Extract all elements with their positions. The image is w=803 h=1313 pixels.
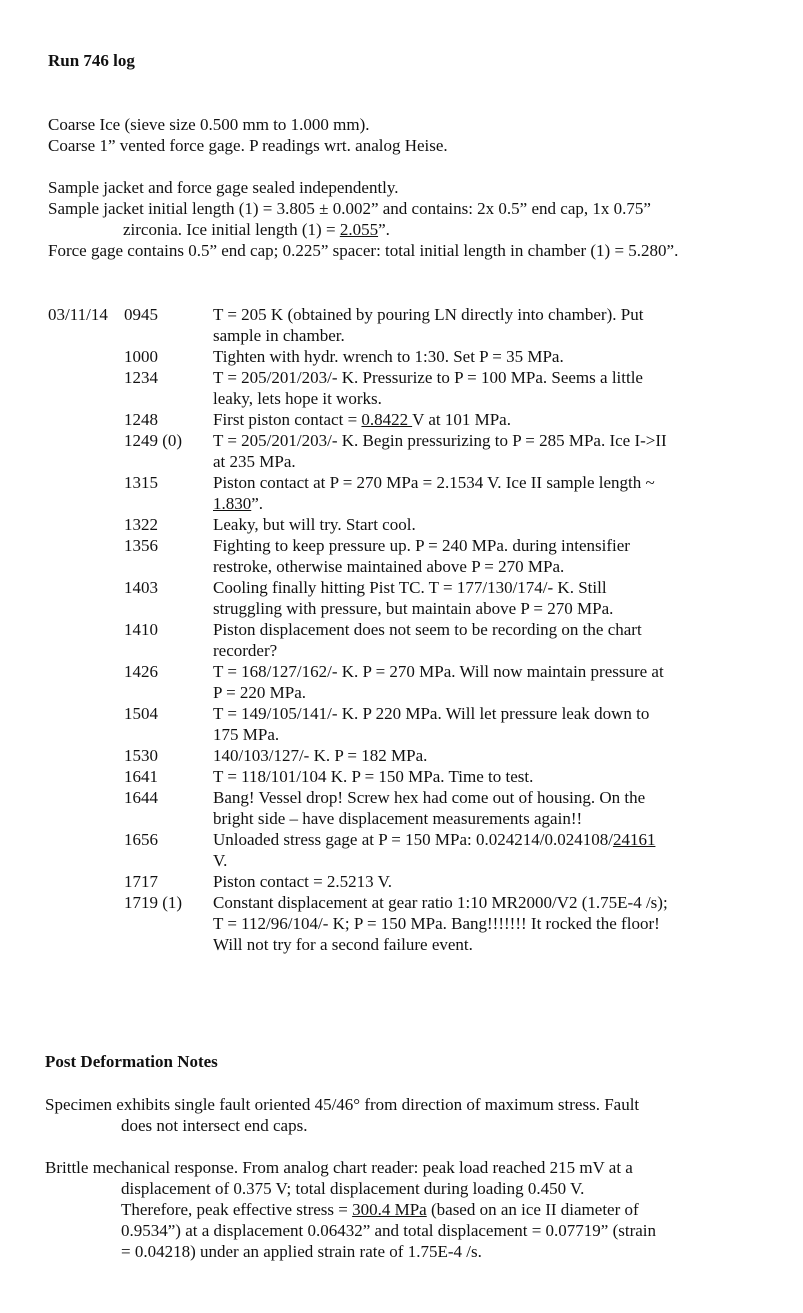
log-entry-line: T = 205/201/203/- K. Begin pressurizing to P = 285 MPa. Ice I->II bbox=[213, 431, 667, 450]
log-entry-line: 140/103/127/- K. P = 182 MPa. bbox=[213, 746, 428, 765]
log-entry-line: T = 168/127/162/- K. P = 270 MPa. Will now maintain pressure at bbox=[213, 662, 664, 681]
post-line: Brittle mechanical response. From analog chart reader: peak load reached 215 mV at a bbox=[45, 1158, 633, 1177]
setup-line: Sample jacket initial length (1) = 3.805 ± 0.002” and contains: 2x 0.5” end cap, 1x 0.75” bbox=[48, 199, 651, 218]
post-line: 0.9534”) at a displacement 0.06432” and total displacement = 0.07719” (strain bbox=[121, 1221, 657, 1240]
log-entry-line: Leaky, but will try. Start cool. bbox=[213, 515, 416, 534]
post-line: = 0.04218) under an applied strain rate of 1.75E-4 /s. bbox=[121, 1242, 482, 1261]
log-time: 1530 bbox=[124, 746, 158, 765]
log-time: 1249 (0) bbox=[124, 431, 183, 450]
log-entry-line: recorder? bbox=[213, 641, 278, 660]
log-entry-line: Piston contact at P = 270 MPa = 2.1534 V. Ice II sample length ~ bbox=[213, 473, 655, 492]
header-line: Coarse 1” vented force gage. P readings wrt. analog Heise. bbox=[48, 136, 448, 155]
log-time: 1234 bbox=[124, 368, 158, 387]
log-time: 1403 bbox=[124, 578, 158, 597]
log-entry-line: 175 MPa. bbox=[213, 725, 280, 744]
log-time: 1315 bbox=[124, 473, 158, 492]
post-line: displacement of 0.375 V; total displacement during loading 0.450 V. bbox=[121, 1179, 585, 1198]
log-entry-line: Piston contact = 2.5213 V. bbox=[213, 872, 392, 891]
log-time: 1656 bbox=[124, 830, 158, 849]
log-time: 1717 bbox=[124, 872, 158, 891]
log-time: 1504 bbox=[124, 704, 158, 723]
log-time: 1248 bbox=[124, 410, 158, 429]
page-title: Run 746 log bbox=[48, 51, 135, 70]
log-entry-line: at 235 MPa. bbox=[213, 452, 296, 471]
log-entry-line: P = 220 MPa. bbox=[213, 683, 307, 702]
log-entry-line: T = 205/201/203/- K. Pressurize to P = 100 MPa. Seems a little bbox=[213, 368, 643, 387]
post-line: Therefore, peak effective stress = 300.4 MPa (based on an ice II diameter of bbox=[121, 1200, 639, 1219]
setup-line: Force gage contains 0.5” end cap; 0.225” spacer: total initial length in chamber (1) = 5.280”. bbox=[48, 241, 679, 260]
log-entry-line: Will not try for a second failure event. bbox=[213, 935, 473, 954]
log-entry-line: restroke, otherwise maintained above P = 270 MPa. bbox=[213, 557, 565, 576]
setup-line: zirconia. Ice initial length (1) = 2.055”. bbox=[123, 220, 390, 239]
setup-line: Sample jacket and force gage sealed independently. bbox=[48, 178, 399, 197]
log-entry-line: Unloaded stress gage at P = 150 MPa: 0.024214/0.024108/24161 bbox=[213, 830, 656, 849]
log-date: 03/11/14 bbox=[48, 305, 108, 324]
log-entry-line: Piston displacement does not seem to be recording on the chart bbox=[213, 620, 642, 639]
log-entry-line: bright side – have displacement measurements again!! bbox=[213, 809, 583, 828]
log-entry-line: V. bbox=[213, 851, 228, 870]
post-line: Specimen exhibits single fault oriented 45/46° from direction of maximum stress. Fault bbox=[45, 1095, 640, 1114]
log-entry-line: leaky, lets hope it works. bbox=[213, 389, 382, 408]
log-entry-line: 1.830”. bbox=[213, 494, 264, 513]
log-entry-line: T = 112/96/104/- K; P = 150 MPa. Bang!!!!!!! It rocked the floor! bbox=[213, 914, 660, 933]
log-time: 1719 (1) bbox=[124, 893, 183, 912]
log-entry-line: T = 149/105/141/- K. P 220 MPa. Will let pressure leak down to bbox=[213, 704, 650, 723]
log-entry-line: T = 205 K (obtained by pouring LN directly into chamber). Put bbox=[213, 305, 644, 324]
log-time: 1410 bbox=[124, 620, 158, 639]
log-time: 1641 bbox=[124, 767, 158, 786]
log-time: 1000 bbox=[124, 347, 158, 366]
log-entry-line: Constant displacement at gear ratio 1:10 MR2000/V2 (1.75E-4 /s); bbox=[213, 893, 668, 912]
log-entry-line: Tighten with hydr. wrench to 1:30. Set P = 35 MPa. bbox=[213, 347, 564, 366]
header-line: Coarse Ice (sieve size 0.500 mm to 1.000 mm). bbox=[48, 115, 370, 134]
post-line: does not intersect end caps. bbox=[121, 1116, 308, 1135]
log-entry-line: T = 118/101/104 K. P = 150 MPa. Time to test. bbox=[213, 767, 534, 786]
log-entry-line: Bang! Vessel drop! Screw hex had come out of housing. On the bbox=[213, 788, 646, 807]
log-entry-line: sample in chamber. bbox=[213, 326, 345, 345]
post-heading: Post Deformation Notes bbox=[45, 1052, 218, 1071]
log-entry-line: Cooling finally hitting Pist TC. T = 177/130/174/- K. Still bbox=[213, 578, 607, 597]
log-time: 1356 bbox=[124, 536, 158, 555]
log-entry-line: struggling with pressure, but maintain above P = 270 MPa. bbox=[213, 599, 614, 618]
log-time: 0945 bbox=[124, 305, 158, 324]
log-time: 1322 bbox=[124, 515, 158, 534]
log-time: 1426 bbox=[124, 662, 158, 681]
log-entry-line: First piston contact = 0.8422 V at 101 MPa. bbox=[213, 410, 511, 429]
log-entry-line: Fighting to keep pressure up. P = 240 MPa. during intensifier bbox=[213, 536, 630, 555]
log-time: 1644 bbox=[124, 788, 158, 807]
